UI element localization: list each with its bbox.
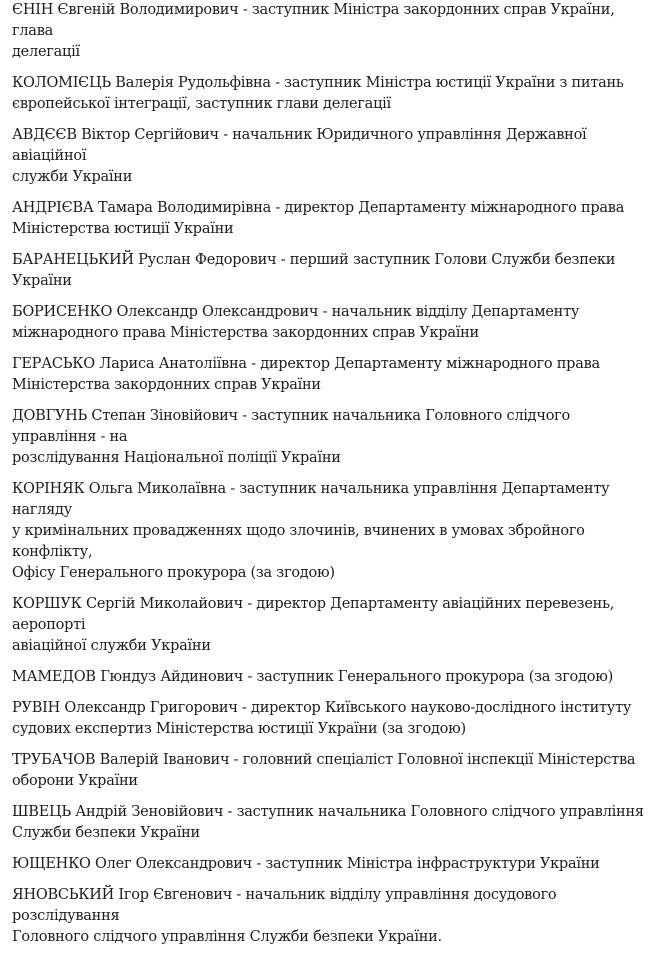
list-item: МАМЕДОВ Гюндуз Айдинович - заступник Генерального прокурора (за згодою) [12,669,613,685]
list-item: КОЛОМІЄЦЬ Валерія Рудольфівна - заступник Міністра юстиції України з питань європейської інтеграції, заступник глави делегації [12,75,624,112]
list-item: БАРАНЕЦЬКИЙ Руслан Федорович - перший заступник Голови Служби безпеки України [12,252,616,289]
list-item: КОРШУК Сергій Миколайович - директор Департаменту авіаційних перевезень, аеропорті авіаційної служби України [12,596,615,654]
list-item: АНДРІЄВА Тамара Володимирівна - директор Департаменту міжнародного права Міністерства юстиції України [12,200,625,237]
list-item: ЯНОВСЬКИЙ Ігор Євгенович - начальник відділу управління досудового розслідування Головного слідчого управління Служби безпеки України. [12,887,557,945]
list-item: ЄНІН Євгеній Володимирович - заступник Міністра закордонних справ України, глава делегації [12,2,615,60]
list-item: ЮЩЕНКО Олег Олександрович - заступник Міністра інфраструктури України [12,856,600,872]
list-item: ДОВГУНЬ Степан Зіновійович - заступник начальника Головного слідчого управління - на розслідування Національної поліції України [12,408,570,466]
list-item: КОРІНЯК Ольга Миколаївна - заступник начальника управління Департаменту нагляду у кримінальних провадженнях щодо злочинів, вчинених в умовах збройного конфлікту, Офісу Генерального прокурора (за згодою) [12,481,610,581]
list-item: АВДЄЄВ Віктор Сергійович - начальник Юридичного управління Державної авіаційної служби України [12,127,587,185]
list-item: ШВЕЦЬ Андрій Зеновійович - заступник начальника Головного слідчого управління Служби безпеки України [12,804,644,841]
list-item: ГЕРАСЬКО Лариса Анатоліївна - директор Департаменту міжнародного права Міністерства закордонних справ України [12,356,600,393]
list-item: РУВІН Олександр Григорович - директор Київського науково-дослідного інституту судових експертиз Міністерства юстиції України (за згодою) [12,700,632,737]
list-item: ТРУБАЧОВ Валерій Іванович - головний спеціаліст Головної інспекції Міністерства оборони України [12,752,636,789]
delegation-list [12,0,648,958]
list-item: БОРИСЕНКО Олександр Олександрович - начальник відділу Департаменту міжнародного права Міністерства закордонних справ України [12,304,580,341]
